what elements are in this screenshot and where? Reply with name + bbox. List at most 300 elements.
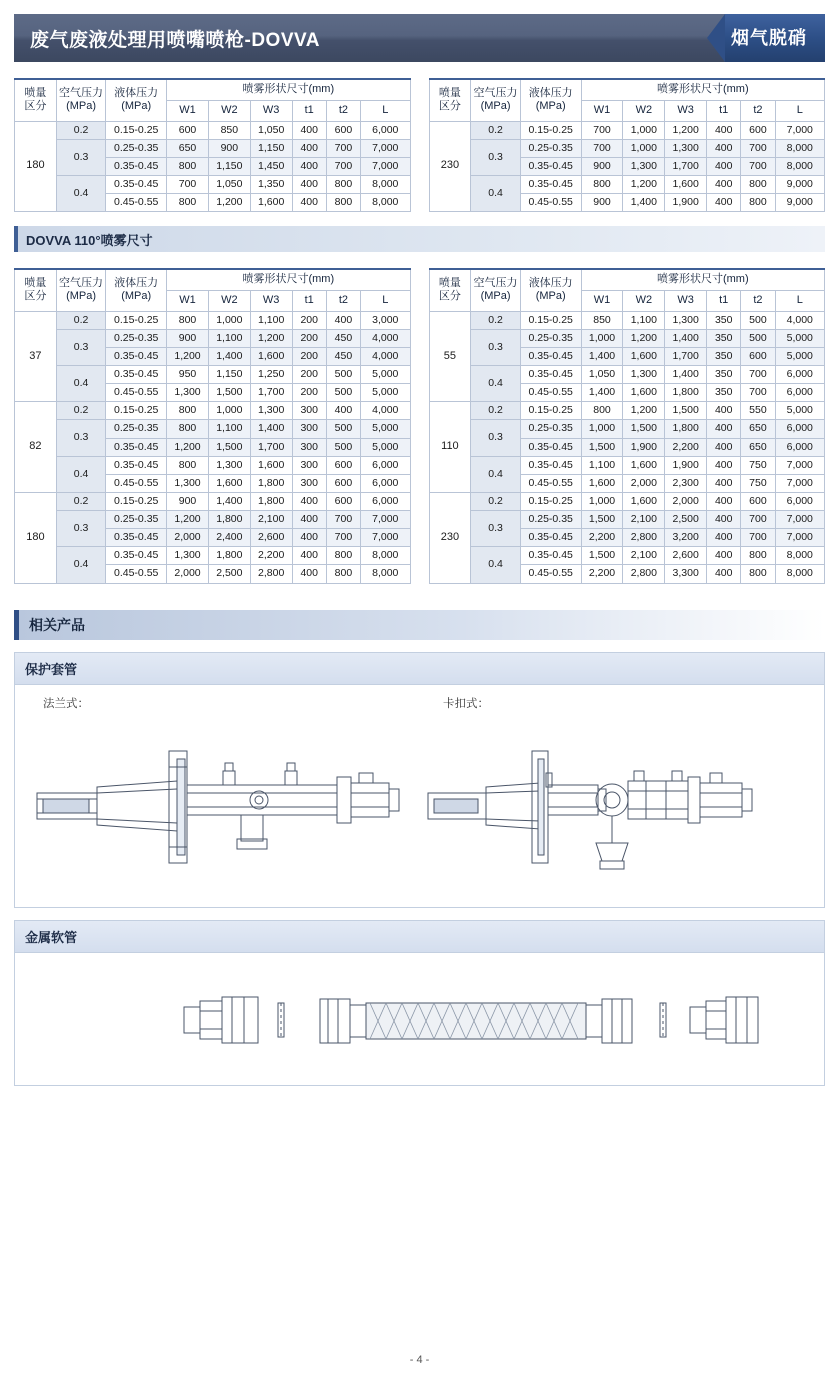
cell-liquid-pressure: 0.45-0.55 — [106, 194, 167, 212]
table-row — [15, 121, 411, 139]
cell-air-pressure: 0.3 — [56, 420, 105, 456]
cell-liquid-pressure: 0.25-0.35 — [106, 329, 167, 347]
cell-flow-group: 110 — [429, 402, 471, 493]
spec-table-main-right — [429, 268, 826, 583]
cell-w3: 1,200 — [665, 121, 707, 139]
cell-w1: 950 — [167, 366, 209, 384]
cell-w2: 2,100 — [623, 547, 665, 565]
cell-w3: 2,300 — [665, 474, 707, 492]
cell-w3: 1,800 — [665, 384, 707, 402]
cell-w2: 2,000 — [623, 474, 665, 492]
cell-flow-group: 55 — [429, 311, 471, 402]
cell-air-pressure: 0.2 — [471, 402, 520, 420]
cell-l: 6,000 — [775, 420, 824, 438]
cell-liquid-pressure: 0.45-0.55 — [520, 194, 581, 212]
cell-t2: 800 — [326, 194, 360, 212]
cell-w2: 1,050 — [208, 175, 250, 193]
spec-table-main-left — [14, 268, 411, 583]
th-spray: 喷雾形状尺寸(mm) — [581, 269, 824, 290]
table-row — [15, 139, 411, 157]
th-spray: 喷雾形状尺寸(mm) — [581, 79, 824, 100]
cell-t2: 700 — [326, 529, 360, 547]
cell-t1: 400 — [707, 456, 741, 474]
cell-liquid-pressure: 0.25-0.35 — [106, 511, 167, 529]
cell-liquid-pressure: 0.15-0.25 — [520, 402, 581, 420]
cell-t2: 600 — [741, 121, 775, 139]
th-t1: t1 — [292, 290, 326, 311]
cell-l: 5,000 — [775, 347, 824, 365]
cell-liquid-pressure: 0.45-0.55 — [520, 384, 581, 402]
cell-w1: 800 — [167, 420, 209, 438]
cell-l: 5,000 — [361, 384, 410, 402]
cell-flow-group: 180 — [15, 121, 57, 212]
cell-t2: 700 — [741, 139, 775, 157]
cell-t1: 350 — [707, 347, 741, 365]
cell-air-pressure: 0.3 — [471, 511, 520, 547]
cell-w3: 1,100 — [250, 311, 292, 329]
cell-w3: 1,300 — [665, 311, 707, 329]
cell-l: 7,000 — [775, 456, 824, 474]
cell-l: 7,000 — [775, 511, 824, 529]
cell-w2: 1,300 — [623, 366, 665, 384]
related-products-bar: 相关产品 — [14, 610, 825, 640]
cell-w3: 3,300 — [665, 565, 707, 583]
cell-liquid-pressure: 0.15-0.25 — [520, 492, 581, 510]
main-table-left-wrap — [14, 268, 411, 583]
cell-t2: 700 — [741, 384, 775, 402]
cell-w3: 1,200 — [250, 329, 292, 347]
cell-t1: 400 — [707, 529, 741, 547]
cell-t1: 400 — [292, 157, 326, 175]
cell-t1: 400 — [292, 565, 326, 583]
table-row — [15, 329, 411, 347]
table-row — [429, 329, 825, 347]
cell-w3: 1,800 — [250, 492, 292, 510]
cell-t1: 400 — [707, 121, 741, 139]
cell-t1: 200 — [292, 329, 326, 347]
spec-body — [429, 311, 825, 583]
cell-w3: 1,450 — [250, 157, 292, 175]
cell-l: 7,000 — [361, 511, 410, 529]
main-table-right-wrap — [429, 268, 826, 583]
cell-t1: 200 — [292, 347, 326, 365]
table-row — [429, 511, 825, 529]
cell-w2: 1,500 — [208, 438, 250, 456]
cell-air-pressure: 0.4 — [56, 456, 105, 492]
cell-liquid-pressure: 0.35-0.45 — [106, 456, 167, 474]
cell-w2: 1,200 — [623, 329, 665, 347]
spec-body — [15, 121, 411, 212]
cell-air-pressure: 0.4 — [56, 366, 105, 402]
th-w1: W1 — [581, 290, 623, 311]
cell-w3: 1,500 — [665, 402, 707, 420]
cell-liquid-pressure: 0.35-0.45 — [106, 175, 167, 193]
th-t2: t2 — [741, 100, 775, 121]
page-header — [14, 14, 825, 62]
cell-w1: 1,200 — [167, 438, 209, 456]
spec-body — [429, 121, 825, 212]
cell-l: 7,000 — [361, 529, 410, 547]
cell-liquid-pressure: 0.45-0.55 — [106, 565, 167, 583]
table-row — [429, 175, 825, 193]
cell-t2: 800 — [741, 194, 775, 212]
cell-w1: 1,500 — [581, 511, 623, 529]
section-title-bar: DOVVA 110°喷雾尺寸 — [14, 226, 825, 252]
cell-t1: 400 — [707, 139, 741, 157]
cell-t2: 400 — [326, 402, 360, 420]
cell-w1: 1,600 — [581, 474, 623, 492]
cell-l: 9,000 — [775, 175, 824, 193]
cell-l: 9,000 — [775, 194, 824, 212]
cell-w2: 1,300 — [208, 456, 250, 474]
cell-w1: 800 — [167, 157, 209, 175]
cell-l: 3,000 — [361, 311, 410, 329]
th-w1: W1 — [581, 100, 623, 121]
cell-w3: 1,600 — [250, 456, 292, 474]
cell-t1: 300 — [292, 456, 326, 474]
cell-liquid-pressure: 0.15-0.25 — [106, 402, 167, 420]
th-l: L — [361, 100, 410, 121]
th-air: 空气压力 (MPa) — [56, 269, 105, 311]
cell-t1: 200 — [292, 311, 326, 329]
cell-liquid-pressure: 0.15-0.25 — [106, 492, 167, 510]
cell-l: 5,000 — [775, 402, 824, 420]
th-flow: 喷量 区分 — [429, 79, 471, 121]
cell-air-pressure: 0.2 — [56, 121, 105, 139]
cell-t2: 600 — [326, 121, 360, 139]
cell-w3: 1,700 — [250, 438, 292, 456]
cell-t1: 350 — [707, 366, 741, 384]
cell-l: 8,000 — [775, 157, 824, 175]
cell-w3: 1,900 — [665, 456, 707, 474]
cell-l: 4,000 — [361, 329, 410, 347]
cell-air-pressure: 0.4 — [471, 547, 520, 583]
th-liquid: 液体压力 (MPa) — [520, 269, 581, 311]
panel-body — [15, 953, 824, 1085]
cell-w1: 900 — [581, 194, 623, 212]
th-w2: W2 — [208, 100, 250, 121]
cell-w3: 2,000 — [665, 492, 707, 510]
cell-air-pressure: 0.3 — [471, 329, 520, 365]
cell-w3: 1,300 — [250, 402, 292, 420]
cell-air-pressure: 0.4 — [471, 366, 520, 402]
spec-body — [15, 311, 411, 583]
cell-w1: 2,200 — [581, 565, 623, 583]
cell-air-pressure: 0.4 — [56, 547, 105, 583]
cell-t1: 400 — [292, 175, 326, 193]
cell-w3: 2,100 — [250, 511, 292, 529]
cell-t1: 400 — [292, 511, 326, 529]
cell-w2: 2,800 — [623, 565, 665, 583]
cell-w3: 1,150 — [250, 139, 292, 157]
cell-t1: 400 — [707, 492, 741, 510]
cell-w1: 1,000 — [581, 329, 623, 347]
th-l: L — [361, 290, 410, 311]
cell-w1: 1,400 — [581, 384, 623, 402]
table-row — [15, 456, 411, 474]
cell-l: 8,000 — [775, 565, 824, 583]
cell-t1: 350 — [707, 384, 741, 402]
cell-air-pressure: 0.3 — [56, 329, 105, 365]
cell-air-pressure: 0.2 — [471, 492, 520, 510]
cell-t1: 400 — [292, 529, 326, 547]
cell-t1: 300 — [292, 402, 326, 420]
cell-w2: 1,000 — [623, 121, 665, 139]
cell-w3: 1,600 — [665, 175, 707, 193]
cell-t2: 600 — [326, 474, 360, 492]
cell-l: 7,000 — [361, 139, 410, 157]
th-air: 空气压力 (MPa) — [471, 269, 520, 311]
cell-l: 6,000 — [361, 121, 410, 139]
cell-w1: 850 — [581, 311, 623, 329]
th-t1: t1 — [707, 100, 741, 121]
cell-t1: 400 — [292, 139, 326, 157]
cell-w3: 1,600 — [250, 194, 292, 212]
cell-w1: 900 — [167, 492, 209, 510]
cell-t1: 400 — [707, 420, 741, 438]
cell-t1: 300 — [292, 438, 326, 456]
cell-liquid-pressure: 0.35-0.45 — [520, 175, 581, 193]
spec-table-top-left — [14, 78, 411, 212]
cell-air-pressure: 0.3 — [471, 420, 520, 456]
cell-l: 6,000 — [775, 492, 824, 510]
cell-t1: 400 — [707, 194, 741, 212]
cell-flow-group: 37 — [15, 311, 57, 402]
table-row — [429, 547, 825, 565]
th-liquid: 液体压力 (MPa) — [520, 79, 581, 121]
panel-protective-sleeve — [14, 652, 825, 908]
cell-w2: 1,100 — [208, 420, 250, 438]
cell-w2: 1,400 — [208, 347, 250, 365]
cell-l: 6,000 — [361, 456, 410, 474]
cell-liquid-pressure: 0.35-0.45 — [106, 366, 167, 384]
cell-t1: 400 — [707, 438, 741, 456]
cell-w3: 2,200 — [665, 438, 707, 456]
cell-t1: 400 — [707, 565, 741, 583]
cell-w1: 2,000 — [167, 529, 209, 547]
th-w2: W2 — [208, 290, 250, 311]
cell-w1: 1,050 — [581, 366, 623, 384]
cell-t2: 700 — [741, 366, 775, 384]
page-title: 废气废液处理用喷嘴喷枪-DOVVA — [30, 29, 320, 51]
cell-w1: 2,000 — [167, 565, 209, 583]
cell-t1: 400 — [707, 175, 741, 193]
cell-w3: 2,600 — [665, 547, 707, 565]
cell-flow-group: 82 — [15, 402, 57, 493]
cell-liquid-pressure: 0.35-0.45 — [520, 157, 581, 175]
cell-w3: 1,700 — [250, 384, 292, 402]
cell-l: 5,000 — [361, 420, 410, 438]
cell-w2: 1,800 — [208, 511, 250, 529]
cell-w1: 800 — [167, 402, 209, 420]
top-tables — [14, 78, 825, 212]
cell-t1: 400 — [292, 547, 326, 565]
cell-w2: 1,150 — [208, 366, 250, 384]
th-w3: W3 — [250, 290, 292, 311]
cell-liquid-pressure: 0.45-0.55 — [520, 474, 581, 492]
th-w2: W2 — [623, 290, 665, 311]
cell-w3: 3,200 — [665, 529, 707, 547]
cell-w2: 1,150 — [208, 157, 250, 175]
cell-t2: 500 — [326, 366, 360, 384]
th-w3: W3 — [665, 290, 707, 311]
cell-l: 8,000 — [361, 194, 410, 212]
cell-t2: 800 — [741, 565, 775, 583]
cell-w3: 1,800 — [250, 474, 292, 492]
table-row — [429, 139, 825, 157]
th-spray: 喷雾形状尺寸(mm) — [167, 269, 410, 290]
cell-w1: 1,500 — [581, 547, 623, 565]
cell-w3: 1,400 — [665, 329, 707, 347]
panel-title: 金属软管 — [15, 921, 824, 953]
cell-l: 4,000 — [361, 347, 410, 365]
panel-body — [15, 685, 824, 907]
cell-w3: 1,300 — [665, 139, 707, 157]
cell-w2: 2,500 — [208, 565, 250, 583]
th-t2: t2 — [326, 290, 360, 311]
cell-w1: 800 — [167, 194, 209, 212]
cell-t2: 600 — [741, 492, 775, 510]
cell-l: 7,000 — [775, 474, 824, 492]
cell-flow-group: 230 — [429, 492, 471, 583]
cell-air-pressure: 0.4 — [471, 456, 520, 492]
cell-t1: 400 — [707, 402, 741, 420]
th-t1: t1 — [292, 100, 326, 121]
cell-air-pressure: 0.2 — [56, 402, 105, 420]
cell-t1: 400 — [707, 511, 741, 529]
header-tag-label: 烟气脱硝 — [725, 14, 825, 62]
cell-w3: 2,500 — [665, 511, 707, 529]
cell-l: 6,000 — [775, 438, 824, 456]
cell-t2: 600 — [741, 347, 775, 365]
cell-w3: 1,600 — [250, 347, 292, 365]
cell-t2: 800 — [741, 547, 775, 565]
cell-w1: 1,300 — [167, 547, 209, 565]
cell-l: 8,000 — [361, 175, 410, 193]
cell-w2: 1,600 — [623, 384, 665, 402]
cell-l: 6,000 — [775, 384, 824, 402]
cell-t1: 400 — [707, 474, 741, 492]
header-tag — [707, 14, 825, 62]
cell-l: 8,000 — [361, 547, 410, 565]
th-spray: 喷雾形状尺寸(mm) — [167, 79, 410, 100]
cell-w2: 1,200 — [623, 175, 665, 193]
cell-l: 8,000 — [775, 139, 824, 157]
cell-t2: 500 — [326, 438, 360, 456]
th-w3: W3 — [665, 100, 707, 121]
table-row — [429, 420, 825, 438]
cell-w1: 700 — [581, 121, 623, 139]
cell-l: 8,000 — [361, 565, 410, 583]
cell-liquid-pressure: 0.35-0.45 — [520, 347, 581, 365]
cell-w1: 700 — [581, 139, 623, 157]
th-l: L — [775, 100, 824, 121]
cell-air-pressure: 0.3 — [56, 139, 105, 175]
cell-liquid-pressure: 0.35-0.45 — [520, 529, 581, 547]
cell-w2: 1,900 — [623, 438, 665, 456]
cell-t2: 800 — [326, 565, 360, 583]
cell-t1: 200 — [292, 366, 326, 384]
cell-t1: 350 — [707, 311, 741, 329]
cell-w2: 1,300 — [623, 157, 665, 175]
table-row — [429, 492, 825, 510]
cell-w1: 1,000 — [581, 492, 623, 510]
cell-air-pressure: 0.4 — [56, 175, 105, 211]
sleeve-flange-label: 法兰式： — [43, 697, 89, 710]
main-tables — [14, 268, 825, 583]
cell-w1: 1,200 — [167, 511, 209, 529]
cell-w2: 2,400 — [208, 529, 250, 547]
cell-t2: 500 — [741, 311, 775, 329]
th-liquid: 液体压力 (MPa) — [106, 79, 167, 121]
cell-t1: 400 — [707, 157, 741, 175]
cell-t1: 400 — [292, 492, 326, 510]
cell-t1: 400 — [292, 121, 326, 139]
cell-t2: 650 — [741, 420, 775, 438]
cell-t1: 350 — [707, 329, 741, 347]
hose-drawing — [27, 963, 812, 1073]
cell-t1: 300 — [292, 420, 326, 438]
cell-w2: 2,100 — [623, 511, 665, 529]
table-row — [429, 456, 825, 474]
cell-w1: 600 — [167, 121, 209, 139]
cell-w1: 1,500 — [581, 438, 623, 456]
cell-w2: 1,400 — [208, 492, 250, 510]
cell-w1: 1,200 — [167, 347, 209, 365]
cell-w3: 1,800 — [665, 420, 707, 438]
cell-t2: 700 — [741, 511, 775, 529]
cell-t1: 400 — [707, 547, 741, 565]
cell-liquid-pressure: 0.45-0.55 — [106, 384, 167, 402]
cell-l: 5,000 — [361, 366, 410, 384]
top-table-right-wrap — [429, 78, 826, 212]
sleeve-flange-drawing — [27, 715, 420, 895]
cell-l: 4,000 — [361, 402, 410, 420]
cell-t2: 450 — [326, 347, 360, 365]
cell-flow-group: 180 — [15, 492, 57, 583]
cell-w2: 1,400 — [623, 194, 665, 212]
cell-liquid-pressure: 0.35-0.45 — [520, 456, 581, 474]
cell-w2: 1,100 — [623, 311, 665, 329]
cell-l: 7,000 — [775, 529, 824, 547]
cell-w3: 1,050 — [250, 121, 292, 139]
cell-w1: 1,100 — [581, 456, 623, 474]
cell-w1: 800 — [581, 175, 623, 193]
cell-liquid-pressure: 0.35-0.45 — [106, 438, 167, 456]
cell-w2: 1,000 — [623, 139, 665, 157]
cell-liquid-pressure: 0.35-0.45 — [106, 547, 167, 565]
th-l: L — [775, 290, 824, 311]
cell-w1: 1,300 — [167, 474, 209, 492]
th-air: 空气压力 (MPa) — [471, 79, 520, 121]
tag-arrow-icon — [707, 14, 725, 62]
th-w1: W1 — [167, 100, 209, 121]
cell-air-pressure: 0.3 — [471, 139, 520, 175]
cell-liquid-pressure: 0.35-0.45 — [106, 347, 167, 365]
th-liquid: 液体压力 (MPa) — [106, 269, 167, 311]
table-row — [15, 492, 411, 510]
cell-liquid-pressure: 0.35-0.45 — [520, 366, 581, 384]
th-w3: W3 — [250, 100, 292, 121]
cell-l: 5,000 — [775, 329, 824, 347]
cell-w2: 1,600 — [623, 347, 665, 365]
cell-liquid-pressure: 0.35-0.45 — [520, 438, 581, 456]
cell-liquid-pressure: 0.25-0.35 — [106, 139, 167, 157]
cell-liquid-pressure: 0.35-0.45 — [106, 157, 167, 175]
cell-liquid-pressure: 0.45-0.55 — [106, 474, 167, 492]
cell-liquid-pressure: 0.25-0.35 — [520, 139, 581, 157]
sleeve-clamp-label: 卡扣式： — [443, 697, 490, 710]
